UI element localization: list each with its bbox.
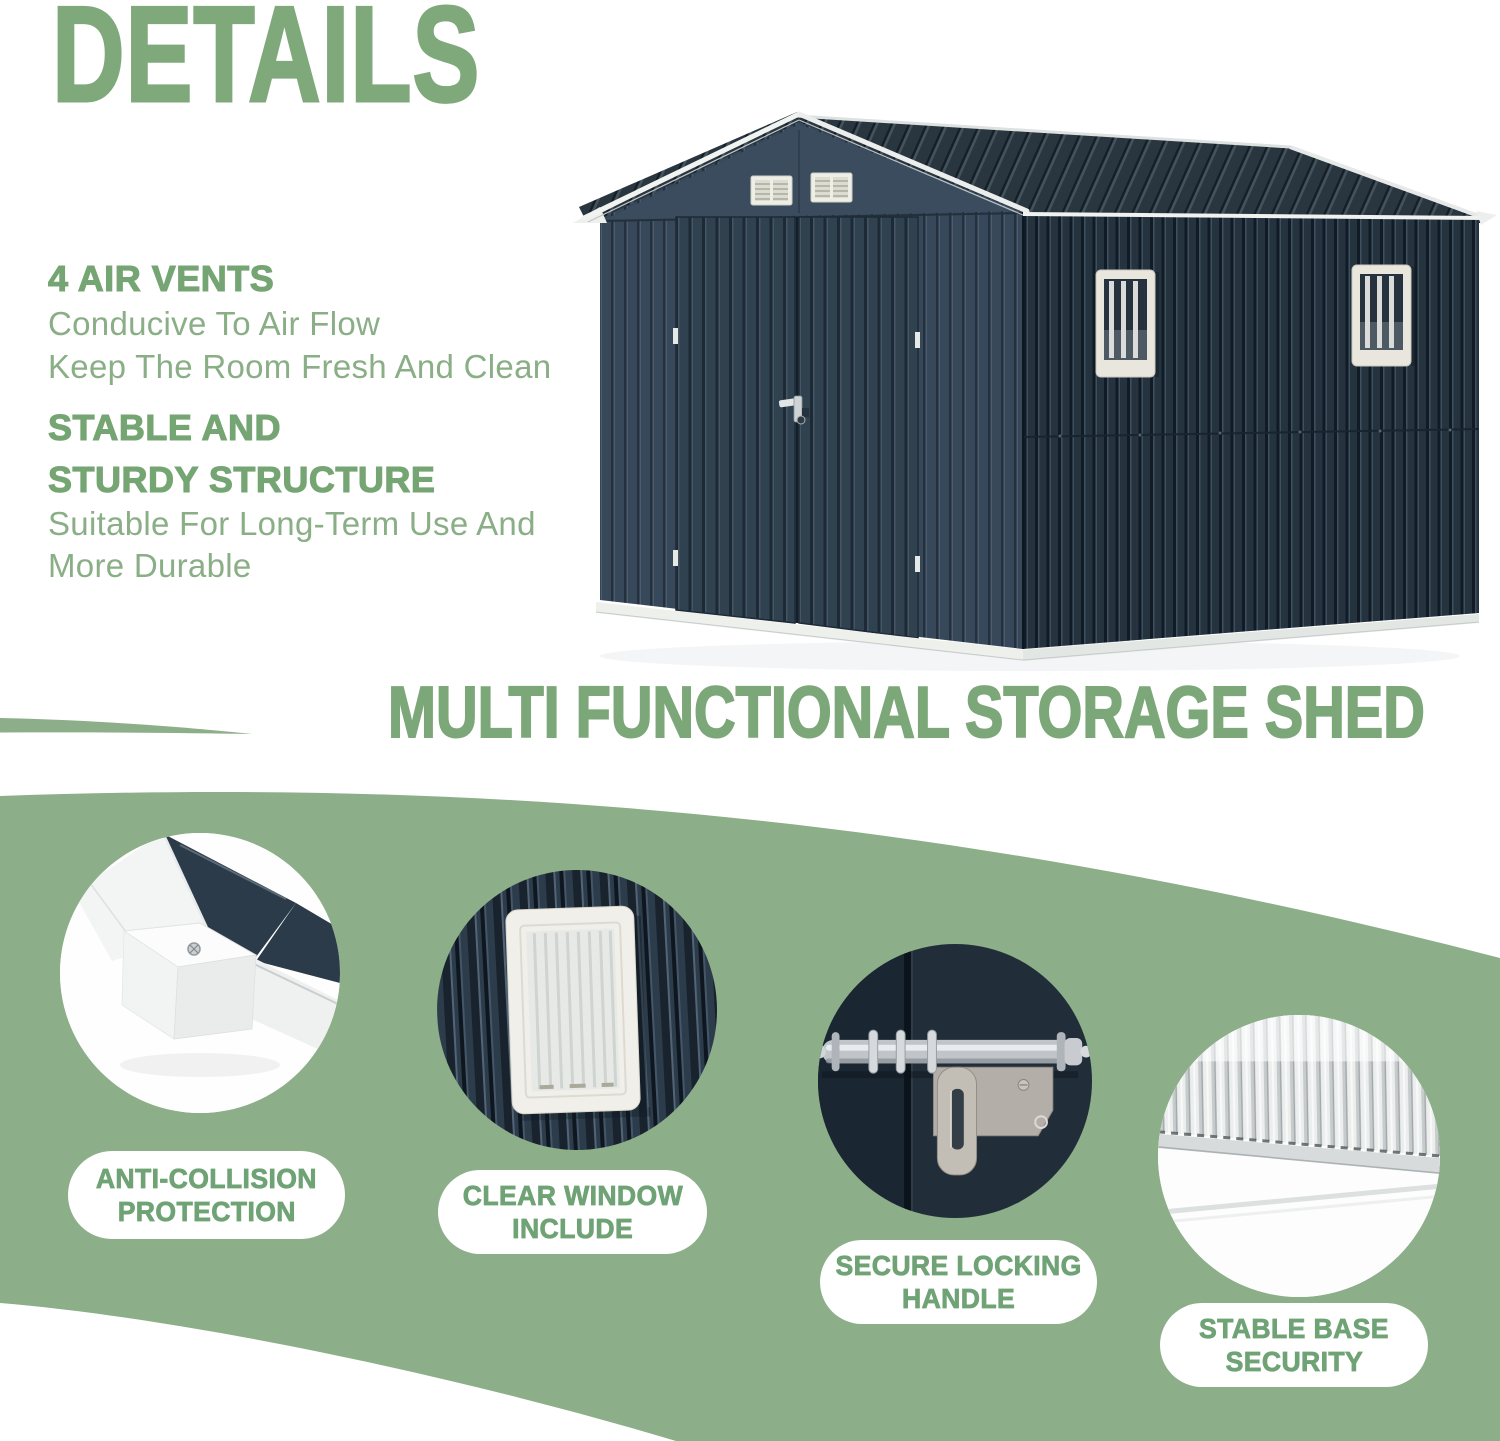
feature-text-fresh-clean: Keep The Room Fresh And Clean (48, 348, 552, 385)
feature-heading-sturdy: STURDY STRUCTURE (48, 459, 436, 500)
callout-label-line: HANDLE (901, 1283, 1016, 1314)
metal-base-photo (1158, 1015, 1440, 1297)
air-vent-icon (811, 173, 852, 202)
side-window-icon (1096, 270, 1159, 377)
callout-label-clear-window (438, 1170, 707, 1254)
corner-protector-photo (60, 833, 340, 1113)
callout-label-line: ANTI-COLLISION (95, 1163, 318, 1194)
callout-circle-clear-window (437, 870, 717, 1150)
callout-label-line: SECURE LOCKING (835, 1250, 1082, 1281)
side-window-icon (1352, 265, 1415, 366)
feature-heading-air-vents: 4 AIR VENTS (48, 258, 275, 299)
callout-label-line: INCLUDE (512, 1213, 633, 1244)
callout-circle-locking-handle (818, 944, 1092, 1218)
feature-text-air-flow: Conducive To Air Flow (48, 305, 381, 342)
page-title: DETAILS (52, 0, 481, 130)
callout-label-line: PROTECTION (117, 1196, 296, 1227)
callout-label-line: SECURITY (1225, 1346, 1363, 1377)
storage-shed-photo (540, 88, 1500, 688)
banner-title: MULTI FUNCTIONAL STORAGE SHED (388, 673, 1425, 753)
callout-circle-stable-base (1158, 1015, 1440, 1297)
callout-label-stable-base (1160, 1303, 1428, 1387)
feature-heading-stable: STABLE AND (48, 407, 281, 448)
feature-text-durable: More Durable (48, 547, 252, 584)
window-photo (437, 870, 717, 1150)
callout-circle-anti-collision (60, 833, 340, 1113)
feature-text-long-term: Suitable For Long-Term Use And (48, 505, 536, 542)
callout-label-anti-collision (68, 1151, 345, 1239)
callout-label-line: STABLE BASE (1199, 1313, 1389, 1344)
callout-label-line: CLEAR WINDOW (462, 1180, 683, 1211)
locking-latch-photo (818, 944, 1092, 1218)
callout-label-secure-locking (820, 1240, 1097, 1324)
air-vent-icon (751, 176, 792, 205)
